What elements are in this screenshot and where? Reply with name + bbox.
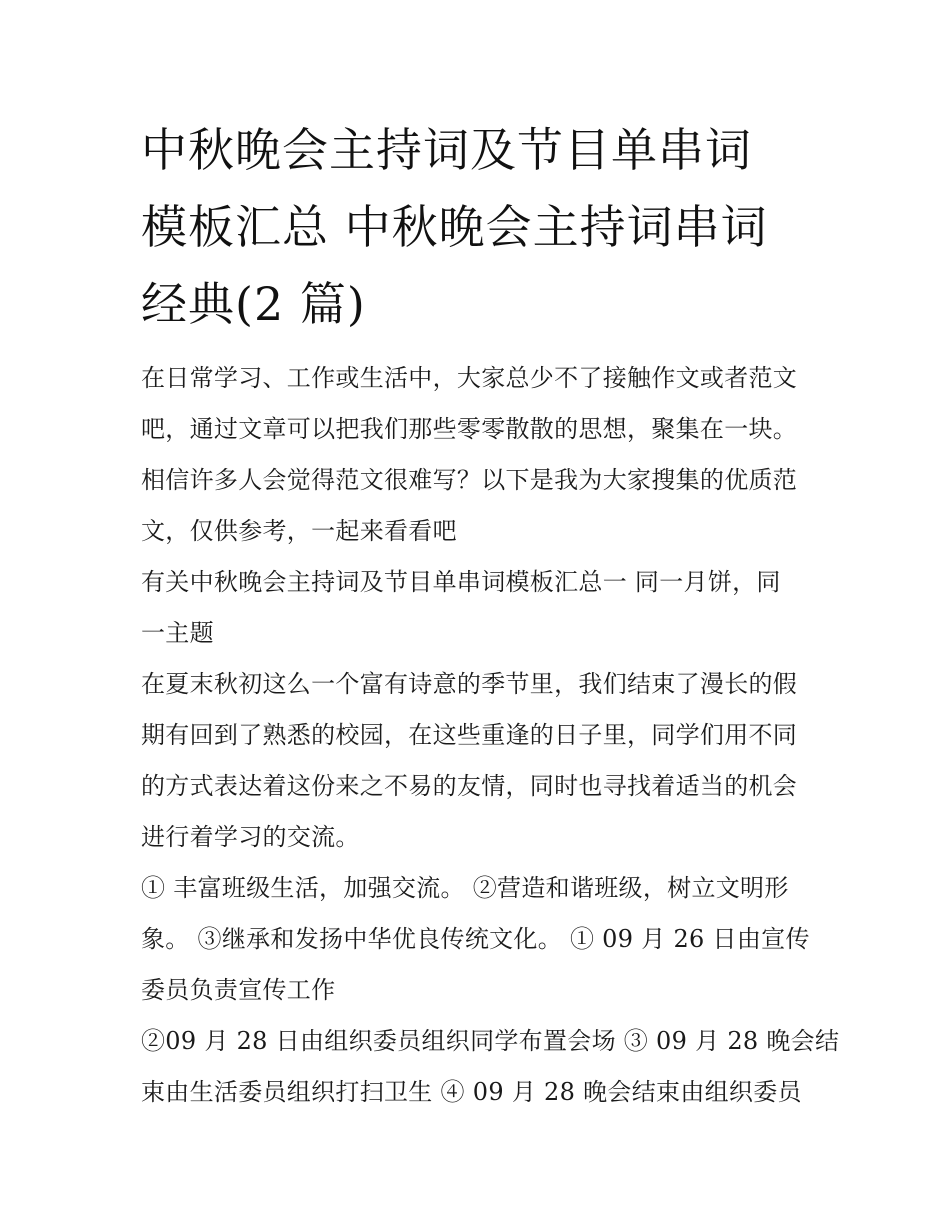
text-line: 吧，通过文章可以把我们那些零零散散的思想，聚集在一块。 — [141, 415, 798, 443]
text-line: 一主题 — [141, 619, 214, 647]
text-line: 在日常学习、工作或生活中，大家总少不了接触作文或者范文 — [141, 364, 798, 392]
text-line: 象。 ③继承和发扬中华优良传统文化。 ① 09 月 26 日由宣传 — [141, 925, 810, 953]
document-body — [141, 112, 840, 1118]
text-line: 在夏末秋初这么一个富有诗意的季节里，我们结束了漫长的假 — [141, 670, 798, 698]
goals-paragraph — [141, 863, 813, 1016]
text-line: 委员负责宣传工作 — [141, 976, 336, 1004]
text-line: ① 丰富班级生活，加强交流。 ②营造和谐班级，树立文明形 — [141, 874, 789, 902]
text-line: 有关中秋晚会主持词及节目单串词模板汇总一 同一月饼，同 — [141, 568, 781, 596]
text-line: 期有回到了熟悉的校园，在这些重逢的日子里，同学们用不同 — [141, 721, 798, 749]
text-line: ②09 月 28 日由组织委员组织同学布置会场 ③ 09 月 28 晚会结 — [141, 1027, 840, 1055]
title-line: 中秋晚会主持词及节目单串词 — [141, 123, 752, 177]
body-paragraph — [141, 659, 813, 863]
schedule-paragraph — [141, 1016, 840, 1118]
text-line: 束由生活委员组织打扫卫生 ④ 09 月 28 晚会结束由组织委员 — [141, 1078, 802, 1106]
document-title — [141, 112, 813, 343]
text-line: 文，仅供参考，一起来看看吧 — [141, 517, 457, 545]
intro-paragraph — [141, 353, 813, 557]
text-line: 的方式表达着这份来之不易的友情，同时也寻找着适当的机会 — [141, 772, 798, 800]
title-line: 经典(2 篇) — [141, 277, 366, 331]
title-line: 模板汇总 中秋晚会主持词串词 — [141, 200, 768, 254]
text-line: 进行着学习的交流。 — [141, 823, 360, 851]
section-heading-paragraph — [141, 557, 813, 659]
text-line: 相信许多人会觉得范文很难写？以下是我为大家搜集的优质范 — [141, 466, 798, 494]
